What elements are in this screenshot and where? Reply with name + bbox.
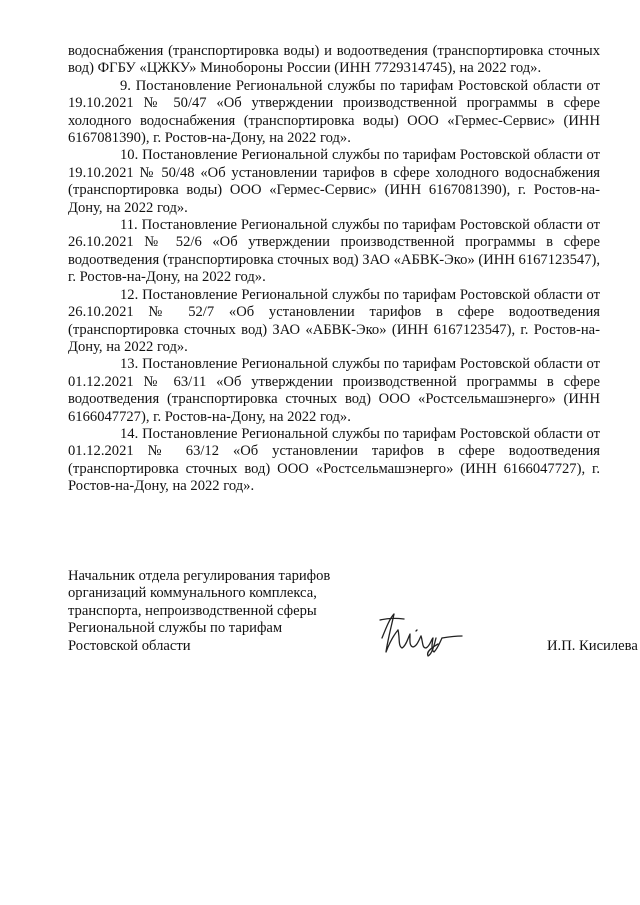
paragraph-item-12: 12. Постановление Региональной службы по тарифам Ростовской области от 26.10.2021 № 52/7 «Об установлении тарифов в сфере водоотведения (транспортировка сточных вод) ЗАО «АБВК-Эко» (ИНН 6167123547), г. Ростов-на-Дону, на 2022 год». — [68, 286, 600, 355]
paragraph-item-9: 9. Постановление Региональной службы по тарифам Ростовской области от 19.10.2021 № 50/47 «Об утверждении производственной программы в сфере холодного водоснабжения (транспортировка воды) ООО «Гермес-Сервис» (ИНН 6167081390), г. Ростов-на-Дону, на 2022 год». — [68, 77, 600, 147]
signatory-position-line: Ростовской области — [68, 637, 191, 654]
signatory-position-line: организаций коммунального комплекса, — [68, 585, 317, 602]
signatory-name: И.П. Кисилева — [547, 638, 638, 654]
signature-block — [68, 568, 638, 655]
signatory-position-line: Начальник отдела регулирования тарифов — [68, 568, 331, 584]
paragraph-continuation: водоснабжения (транспортировка воды) и водоотведения (транспортировка сточных вод) ФГБУ «ЦЖКУ» Минобороны России (ИНН 7729314745), на 2022 год». — [68, 43, 600, 77]
paragraph-item-14: 14. Постановление Региональной службы по тарифам Ростовской области от 01.12.2021 № 63/12 «Об установлении тарифов в сфере водоотведения (транспортировка сточных вод) ООО «Ростсельмашэнерго» (ИНН 6166047727), г. Ростов-на-Дону, на 2022 год». — [68, 425, 600, 495]
signatory-position-line: транспорта, непроизводственной сферы — [68, 602, 317, 619]
signatory-position-line: Региональной службы по тарифам — [68, 620, 283, 637]
paragraph-item-10: 10. Постановление Региональной службы по тарифам Ростовской области от 19.10.2021 № 50/48 «Об установлении тарифов в сфере холодного водоснабжения (транспортировка воды) ООО «Гермес-Сервис» (ИНН 6167081390), г. Ростов-на-Дону, на 2022 год». — [68, 147, 600, 216]
document-body — [68, 43, 600, 496]
paragraph-item-11: 11. Постановление Региональной службы по тарифам Ростовской области от 26.10.2021 № 52/6 «Об утверждении производственной программы в сфере водоотведения (транспортировка сточных вод) ЗАО «АБВК-Эко» (ИНН 6167123547), г. Ростов-на-Дону, на 2022 год». — [68, 217, 600, 286]
paragraph-item-13: 13. Постановление Региональной службы по тарифам Ростовской области от 01.12.2021 № 63/11 «Об утверждении производственной программы в сфере водоотведения (транспортировка сточных вод) ООО «Ростсельмашэнерго» (ИНН 6166047727), г. Ростов-на-Дону, на 2022 год». — [68, 356, 600, 425]
handwritten-signature — [376, 608, 466, 658]
